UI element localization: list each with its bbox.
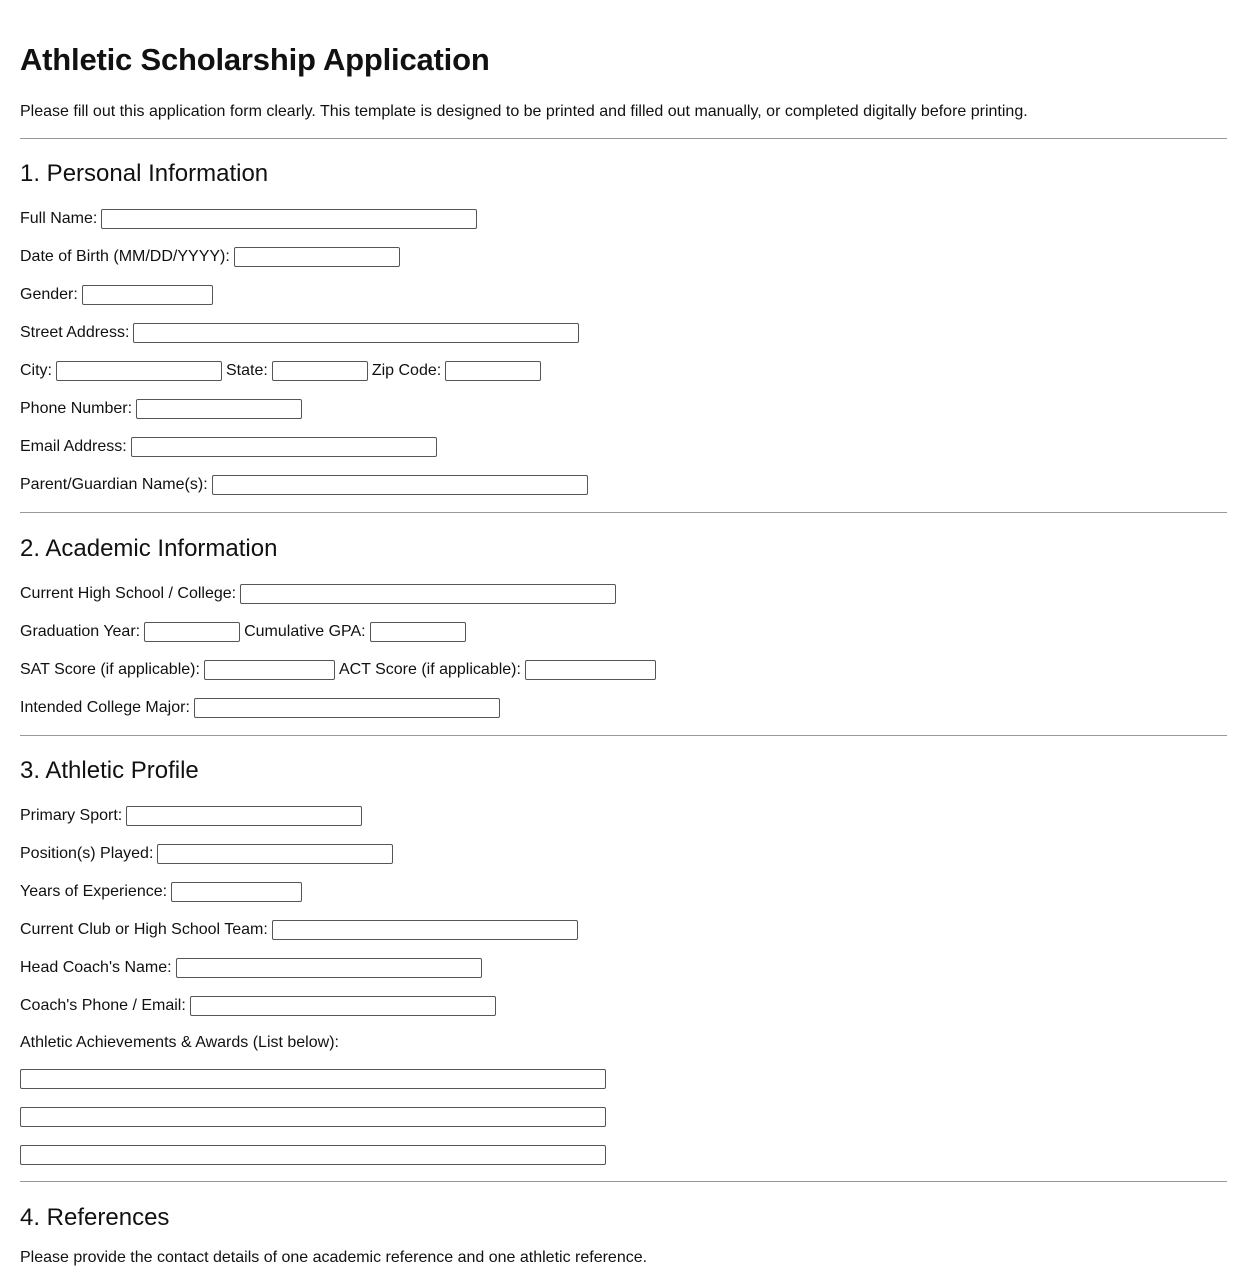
city-label: City: bbox=[20, 362, 52, 379]
coach-name-label: Head Coach's Name: bbox=[20, 959, 172, 976]
row-sat-act bbox=[20, 659, 1227, 681]
state-input[interactable] bbox=[272, 361, 368, 381]
achievement-input-2[interactable] bbox=[20, 1107, 606, 1127]
achievement-field-3-wrap bbox=[20, 1145, 1227, 1165]
city-input[interactable] bbox=[56, 361, 222, 381]
primary-sport-label: Primary Sport: bbox=[20, 807, 123, 824]
achievement-input-3[interactable] bbox=[20, 1145, 606, 1165]
coach-contact-label: Coach's Phone / Email: bbox=[20, 997, 186, 1014]
achievement-field-1-wrap bbox=[20, 1069, 1227, 1089]
team-label: Current Club or High School Team: bbox=[20, 921, 268, 938]
phone-label: Phone Number: bbox=[20, 400, 133, 417]
coach-contact-input[interactable] bbox=[190, 996, 496, 1016]
major-label: Intended College Major: bbox=[20, 699, 190, 716]
street-address-input[interactable] bbox=[133, 323, 579, 343]
graduation-year-input[interactable] bbox=[144, 622, 240, 642]
gender-label: Gender: bbox=[20, 286, 78, 303]
section-heading-athletic: 3. Athletic Profile bbox=[20, 757, 199, 784]
experience-input[interactable] bbox=[171, 882, 302, 902]
row-street bbox=[20, 322, 1227, 344]
gpa-label: Cumulative GPA: bbox=[244, 623, 366, 640]
gpa-input[interactable] bbox=[370, 622, 466, 642]
row-sport bbox=[20, 805, 1227, 827]
divider bbox=[20, 138, 1227, 139]
row-phone bbox=[20, 398, 1227, 420]
team-input[interactable] bbox=[272, 920, 578, 940]
row-coach-contact bbox=[20, 995, 1227, 1017]
row-school bbox=[20, 583, 1227, 605]
achievement-input-1[interactable] bbox=[20, 1069, 606, 1089]
page-title: Athletic Scholarship Application bbox=[20, 42, 490, 77]
state-label: State: bbox=[226, 362, 268, 379]
school-input[interactable] bbox=[240, 584, 616, 604]
references-intro: Please provide the contact details of one academic reference and one athletic reference. bbox=[20, 1249, 648, 1266]
divider bbox=[20, 1181, 1227, 1182]
sat-score-input[interactable] bbox=[204, 660, 335, 680]
full-name-label: Full Name: bbox=[20, 210, 98, 227]
row-positions bbox=[20, 843, 1227, 865]
divider bbox=[20, 512, 1227, 513]
row-coach-name bbox=[20, 957, 1227, 979]
achievements-label: Athletic Achievements & Awards (List below): bbox=[20, 1034, 339, 1051]
row-dob bbox=[20, 246, 1227, 268]
row-major bbox=[20, 697, 1227, 719]
phone-input[interactable] bbox=[136, 399, 302, 419]
street-address-label: Street Address: bbox=[20, 324, 130, 341]
gender-input[interactable] bbox=[82, 285, 213, 305]
email-label: Email Address: bbox=[20, 438, 127, 455]
guardian-label: Parent/Guardian Name(s): bbox=[20, 476, 208, 493]
school-label: Current High School / College: bbox=[20, 585, 237, 602]
act-score-label: ACT Score (if applicable): bbox=[338, 661, 521, 678]
row-grad-gpa bbox=[20, 621, 1227, 643]
guardian-input[interactable] bbox=[212, 475, 588, 495]
sat-score-label: SAT Score (if applicable): bbox=[20, 661, 200, 678]
full-name-input[interactable] bbox=[101, 209, 477, 229]
row-guardian bbox=[20, 474, 1227, 496]
section-heading-personal: 1. Personal Information bbox=[20, 160, 269, 187]
row-city-state-zip bbox=[20, 360, 1227, 382]
positions-input[interactable] bbox=[157, 844, 393, 864]
primary-sport-input[interactable] bbox=[126, 806, 362, 826]
row-years bbox=[20, 881, 1227, 903]
email-input[interactable] bbox=[131, 437, 437, 457]
section-heading-references: 4. References bbox=[20, 1204, 170, 1231]
row-team bbox=[20, 919, 1227, 941]
intro-text: Please fill out this application form clearly. This template is designed to be printed and filled out manually, or completed digitally before printing. bbox=[20, 103, 1028, 120]
section-heading-academic: 2. Academic Information bbox=[20, 535, 278, 562]
zip-code-label: Zip Code: bbox=[371, 362, 442, 379]
experience-label: Years of Experience: bbox=[20, 883, 168, 900]
achievement-field-2-wrap bbox=[20, 1107, 1227, 1127]
dob-input[interactable] bbox=[234, 247, 400, 267]
positions-label: Position(s) Played: bbox=[20, 845, 154, 862]
row-full-name bbox=[20, 208, 1227, 230]
divider bbox=[20, 735, 1227, 736]
coach-name-input[interactable] bbox=[176, 958, 482, 978]
dob-label: Date of Birth (MM/DD/YYYY): bbox=[20, 248, 230, 265]
row-gender bbox=[20, 284, 1227, 306]
major-input[interactable] bbox=[194, 698, 500, 718]
graduation-year-label: Graduation Year: bbox=[20, 623, 141, 640]
zip-code-input[interactable] bbox=[445, 361, 541, 381]
row-email bbox=[20, 436, 1227, 458]
act-score-input[interactable] bbox=[525, 660, 656, 680]
